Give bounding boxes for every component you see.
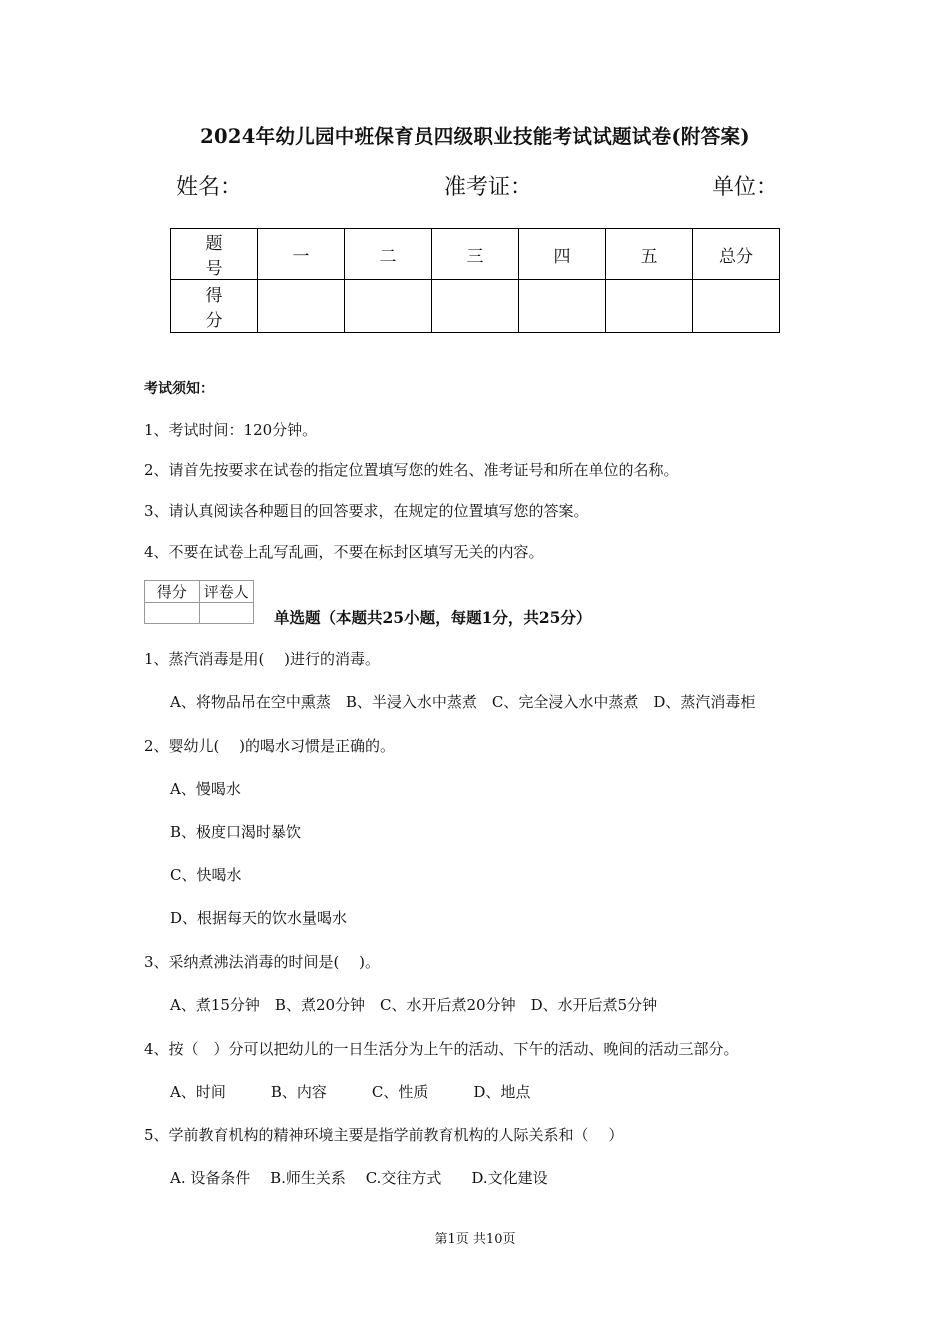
question-option: D、根据每天的饮水量喝水 xyxy=(170,909,348,927)
score-table-header-label: 题 号 xyxy=(171,229,258,280)
score-table-header-2: 二 xyxy=(345,229,432,280)
score-table xyxy=(170,228,780,333)
notice-item: 2、请首先按要求在试卷的指定位置填写您的姓名、准考证号和所在单位的名称。 xyxy=(144,461,679,479)
grader-table xyxy=(144,580,254,624)
exam-id-label: 准考证： xyxy=(444,175,533,200)
notice-item: 3、请认真阅读各种题目的回答要求，在规定的位置填写您的答案。 xyxy=(144,502,589,520)
section-title: 单选题（本题共25小题，每题1分，共25分） xyxy=(274,608,592,627)
question-options: A、煮15分钟 B、煮20分钟 C、水开后煮20分钟 D、水开后煮5分钟 xyxy=(170,996,658,1014)
grader-table-score-label: 得分 xyxy=(145,581,200,603)
score-table-header-total: 总分 xyxy=(693,229,780,280)
grader-table-grader-label: 评卷人 xyxy=(199,581,254,603)
score-table-header-5: 五 xyxy=(606,229,693,280)
question-stem: 2、婴幼儿( )的喝水习惯是正确的。 xyxy=(144,737,396,755)
question-options: A、时间 B、内容 C、性质 D、地点 xyxy=(170,1083,531,1101)
question-options: A、将物品吊在空中熏蒸 B、半浸入水中蒸煮 C、完全浸入水中蒸煮 D、蒸汽消毒柜 xyxy=(170,693,756,711)
notice-title: 考试须知： xyxy=(144,381,214,397)
page-footer: 第1页 共10页 xyxy=(434,1232,516,1247)
name-label: 姓名： xyxy=(176,175,243,200)
unit-label: 单位： xyxy=(712,175,779,200)
question-stem: 4、按（ ）分可以把幼儿的一日生活分为上午的活动、下午的活动、晚间的活动三部分。 xyxy=(144,1040,739,1058)
score-table-header-1: 一 xyxy=(258,229,345,280)
notice-item: 1、考试时间：120分钟。 xyxy=(144,421,318,439)
question-option: C、快喝水 xyxy=(170,866,242,884)
score-table-header-4: 四 xyxy=(519,229,606,280)
score-cell-1[interactable] xyxy=(258,280,345,333)
score-cell-5[interactable] xyxy=(606,280,693,333)
score-row-label: 得 分 xyxy=(171,280,258,333)
question-stem: 3、采纳煮沸法消毒的时间是( )。 xyxy=(144,953,381,971)
question-option: A、慢喝水 xyxy=(170,780,241,798)
notice-item: 4、不要在试卷上乱写乱画，不要在标封区填写无关的内容。 xyxy=(144,543,544,561)
score-cell-total[interactable] xyxy=(693,280,780,333)
question-stem: 5、学前教育机构的精神环境主要是指学前教育机构的人际关系和（ ） xyxy=(144,1126,624,1144)
grader-table-grader-cell[interactable] xyxy=(199,603,254,624)
score-cell-2[interactable] xyxy=(345,280,432,333)
question-options: A. 设备条件 B.师生关系 C.交往方式 D.文化建设 xyxy=(170,1169,548,1187)
question-option: B、极度口渴时暴饮 xyxy=(170,823,302,841)
question-stem: 1、蒸汽消毒是用( )进行的消毒。 xyxy=(144,650,381,668)
score-cell-3[interactable] xyxy=(432,280,519,333)
grader-table-score-cell[interactable] xyxy=(145,603,200,624)
score-cell-4[interactable] xyxy=(519,280,606,333)
score-table-header-3: 三 xyxy=(432,229,519,280)
exam-title: 2024年幼儿园中班保育员四级职业技能考试试题试卷(附答案) xyxy=(200,125,750,148)
